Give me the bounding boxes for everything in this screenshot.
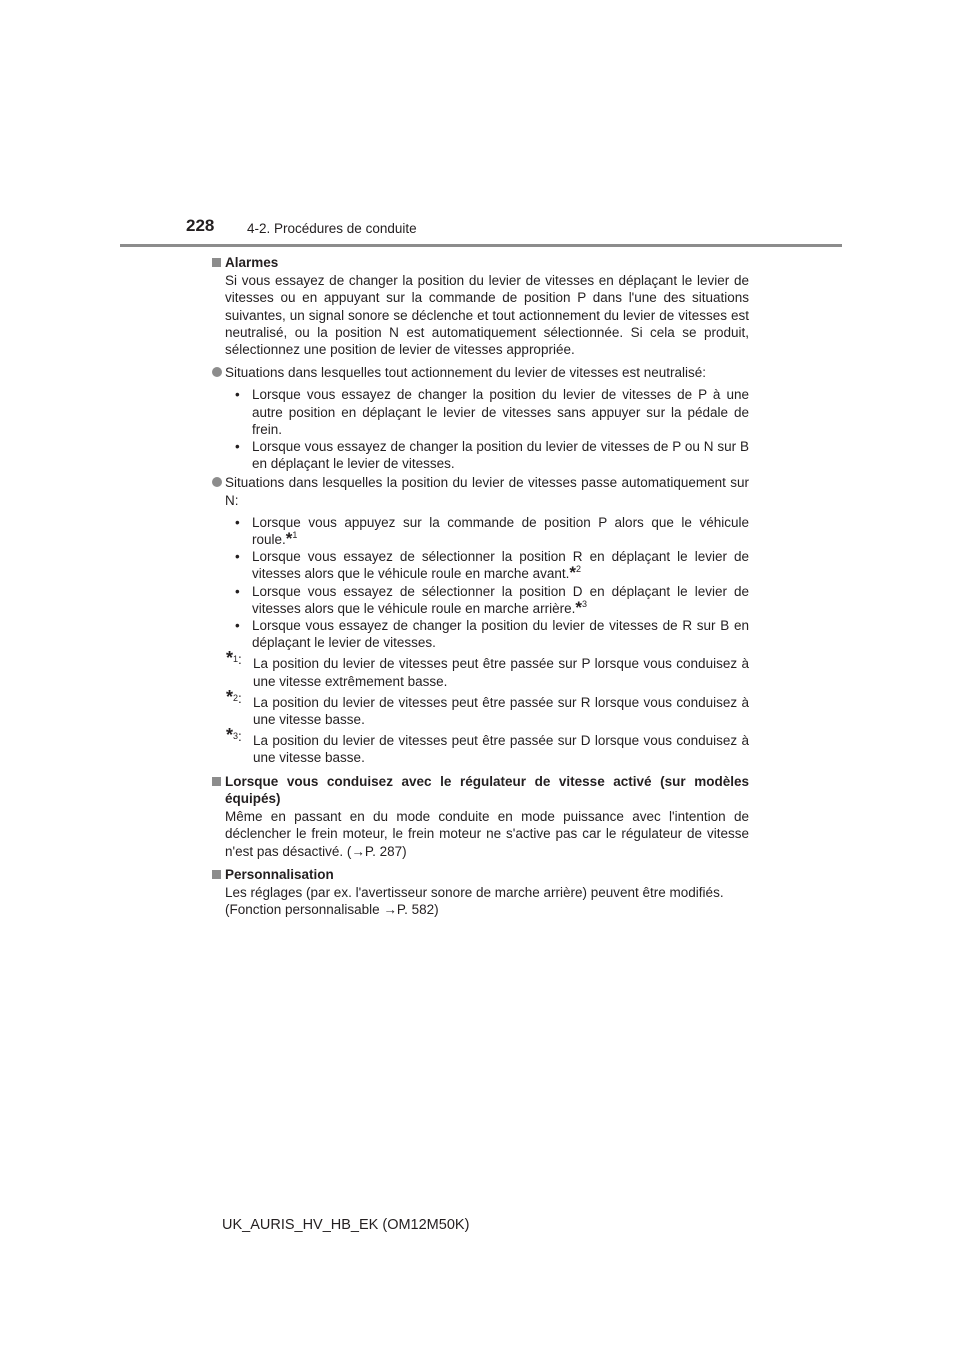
group1-list <box>209 386 749 472</box>
circle-bullet-icon <box>212 477 222 487</box>
cruise-heading <box>209 773 749 807</box>
footnote-mark: *$^3$: <box>226 725 242 746</box>
custom-line-1: Les réglages (par ex. l'avertisseur sonore de marche arrière) peuvent être modifiés. <box>225 884 724 900</box>
footnote-text: La position du levier de vitesses peut être passée sur D lorsque vous conduisez à une vitesse basse. <box>253 733 749 766</box>
cruise-title: Lorsque vous conduisez avec le régulateur de vitesse activé (sur modèles équipés) <box>225 773 749 806</box>
alarms-group2-title <box>209 474 749 508</box>
custom-title: Personnalisation <box>225 866 334 882</box>
list-item: • Lorsque vous essayez de sélectionner la position R en déplaçant le levier de vitesses alors que le véhicule roule en marche avant.*$^2$ <box>235 549 749 583</box>
list-item-text: Lorsque vous essayez de changer la position du levier de vitesses de P à une autre position en déplaçant le levier de vitesses sans appuyer sur la pédale de frein. <box>252 387 749 437</box>
group2-title-text: Situations dans lesquelles la position du levier de vitesses passe automatiquement sur N: <box>225 475 749 508</box>
circle-bullet-icon <box>212 367 222 377</box>
footnote-text: La position du levier de vitesses peut être passée sur P lorsque vous conduisez à une vitesse extrêmement basse. <box>253 656 749 689</box>
list-item-text: Lorsque vous essayez de sélectionner la position R en déplaçant le levier de vitesses alors que le véhicule roule en marche avant. <box>252 549 749 582</box>
custom-line-2: (Fonction personnalisable →P. 582) <box>225 902 439 918</box>
page-number: 228 <box>186 216 215 235</box>
cruise-text: Même en passant en du mode conduite en mode puissance avec l'intention de déclencher le frein moteur, le frein moteur ne s'active pas car le régulateur de vitesse n'est pas désactivé. (→P. 287) <box>225 809 749 859</box>
footnote-star: * <box>226 686 234 707</box>
alarms-intro: Si vous essayez de changer la position du levier de vitesses en déplaçant le levier de vitesses ou en appuyant sur la commande de position P dans l'une des situations suivantes, un signal sonore se déclenche et tout actionnement du levier de vitesses est neutralisé, ou la position N est automatiquement sélectionnée. Si cela se produit, sélectionnez une position de levier de vitesses appropriée. <box>225 273 749 358</box>
square-bullet-icon <box>212 870 221 879</box>
footnote-star: * <box>226 648 234 669</box>
list-item: • Lorsque vous essayez de changer la position du levier de vitesses de R sur B en déplaçant le levier de vitesses. <box>235 618 749 651</box>
footnote-mark: *$^1$: <box>226 648 242 669</box>
page-content <box>209 254 749 924</box>
list-item-text: Lorsque vous essayez de changer la position du levier de vitesses de P ou N sur B en déplaçant le levier de vitesses. <box>252 439 749 472</box>
square-bullet-icon <box>212 258 221 267</box>
custom-text <box>209 884 749 918</box>
footnote-3 <box>209 725 749 766</box>
list-item-text: Lorsque vous essayez de changer la position du levier de vitesses de R sur B en déplaçant le levier de vitesses. <box>252 618 749 651</box>
square-bullet-icon <box>212 777 221 786</box>
alarms-title: Alarmes <box>225 255 279 270</box>
footnote-star: * <box>569 563 577 583</box>
footnote-star: * <box>226 725 234 746</box>
list-item-text: Lorsque vous appuyez sur la commande de position P alors que le véhicule roule. <box>252 514 749 548</box>
section-title: 4-2. Procédures de conduite <box>247 221 417 236</box>
footnote-ref: 2 <box>576 564 582 575</box>
footnote-num: 3 <box>233 731 239 742</box>
footnote-text: La position du levier de vitesses peut être passée sur R lorsque vous conduisez à une vitesse basse. <box>253 694 749 728</box>
footnote-num: 2 <box>233 692 239 703</box>
footnote-star: * <box>285 529 293 549</box>
list-item: • Lorsque vous appuyez sur la commande de position P alors que le véhicule roule.*$^1$ <box>235 514 749 549</box>
footnote-star: * <box>575 597 583 617</box>
header-rule <box>120 244 842 247</box>
footnote-num: 1 <box>233 654 239 665</box>
list-item: • Lorsque vous essayez de changer la position du levier de vitesses de P à une autre position en déplaçant le levier de vitesses sans appuyer sur la pédale de frein. <box>235 387 749 437</box>
group2-list <box>209 514 749 652</box>
footnote-2 <box>209 686 749 728</box>
list-item-text: Lorsque vous essayez de sélectionner la position D en déplaçant le levier de vitesses alors que le véhicule roule en marche arrière. <box>252 583 749 616</box>
document-id: UK_AURIS_HV_HB_EK (OM12M50K) <box>222 1217 470 1233</box>
footnote-1 <box>209 648 749 689</box>
footnote-ref: 3 <box>582 598 588 609</box>
footnote-ref: 1 <box>292 530 298 541</box>
footnote-mark: *$^2$: <box>226 686 242 707</box>
list-item: • Lorsque vous essayez de sélectionner la position D en déplaçant le levier de vitesses alors que le véhicule roule en marche arrière.*$^3$ <box>235 583 749 617</box>
alarms-heading <box>209 254 749 271</box>
custom-heading <box>209 866 749 883</box>
group1-title-text: Situations dans lesquelles tout actionnement du levier de vitesses est neutralisé: <box>225 365 707 381</box>
list-item: • Lorsque vous essayez de changer la position du levier de vitesses de P ou N sur B en déplaçant le levier de vitesses. <box>235 439 749 472</box>
alarms-group1-title <box>209 364 749 381</box>
